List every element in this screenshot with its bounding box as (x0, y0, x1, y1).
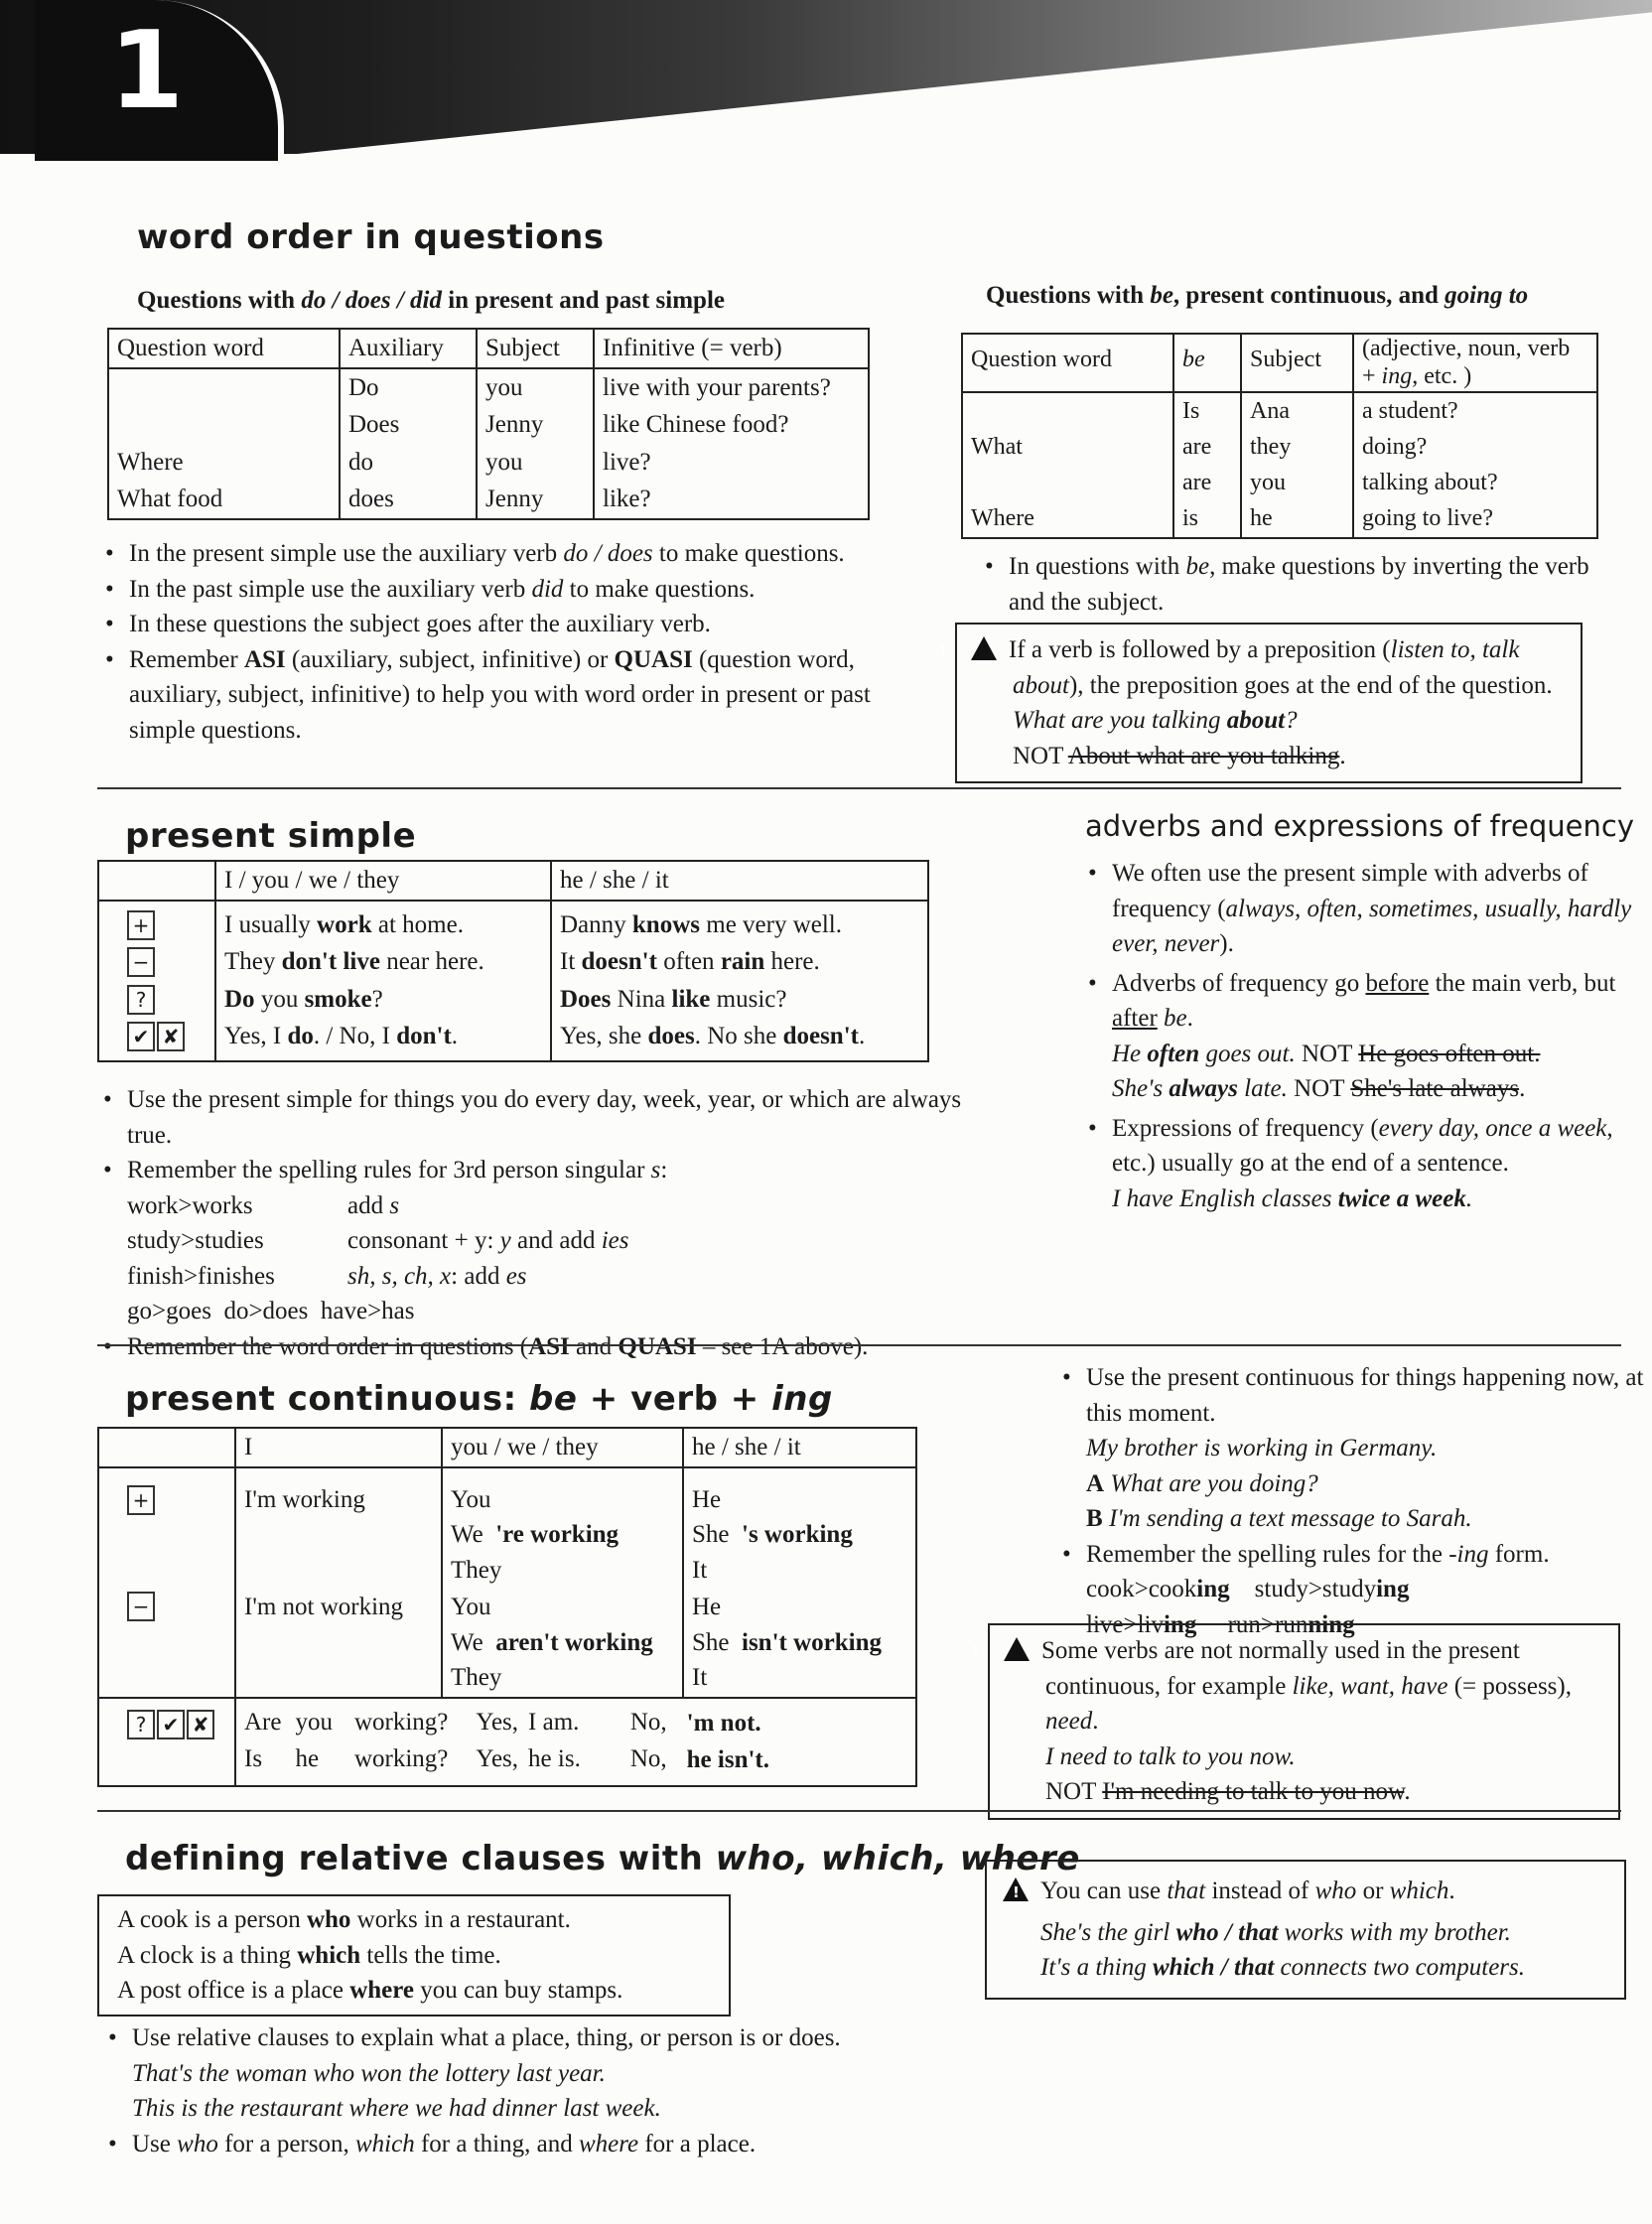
present-continuous-bullets (1058, 1360, 1652, 1642)
table-row: + I'm working You We 're working They He She 's working It (98, 1467, 916, 1590)
list-item: • Remember the word order in questions (ASI and QUASI – see 1A above). (127, 1329, 1001, 1365)
plus-icon: + (127, 1485, 155, 1515)
present-simple-bullets (99, 1082, 1001, 1364)
section-divider (97, 1810, 1621, 1812)
list-item: A post office is a place where you can buy stamps. (117, 1977, 623, 2004)
question-word-order-table (107, 328, 870, 520)
present-continuous-table (97, 1427, 917, 1787)
warning-icon (1004, 1637, 1030, 1661)
list-item: • Remember the spelling rules for 3rd person singular s: work>works add s study>studies consonant + y: y and add ies finish>finishes sh, s, ch, x: add es go>goes do>does have>has (127, 1153, 1001, 1329)
warning-icon (1003, 1877, 1029, 1901)
table-row: are you talking about? (962, 465, 1597, 500)
list-item: A clock is a thing which tells the time. (117, 1941, 501, 1969)
minus-icon: − (127, 947, 155, 977)
section-divider (97, 1344, 1621, 1346)
section-divider (97, 787, 1621, 789)
table-row: ✔ ✘ Yes, I do. / No, I don't. Yes, she does. No she doesn't. (98, 1018, 928, 1061)
col-head: Auxiliary (340, 329, 477, 368)
relative-clauses-examples (97, 1894, 731, 2016)
unit-number: 1 (109, 9, 185, 133)
table-row: Where is he going to live? (962, 500, 1597, 537)
list-item: • In the present simple use the auxiliary verb do / does to make questions. (129, 536, 923, 572)
spelling-rules: work>works add s study>studies consonant + y: y and add ies finish>finishes sh, s, ch, x: add es (127, 1191, 629, 1290)
col-head: Subject (1241, 334, 1353, 392)
col-head: Infinitive (= verb) (594, 329, 869, 368)
minus-icon: − (127, 1592, 155, 1621)
word-order-bullets (101, 536, 923, 748)
check-icon: ✔ (127, 1022, 155, 1051)
left-subheading: Questions with do / does / did in present and past simple (137, 287, 725, 314)
question-icon: ? (127, 985, 155, 1015)
col-head: he / she / it (551, 861, 928, 901)
list-item: • In these questions the subject goes after the auxiliary verb. (129, 607, 923, 642)
be-questions-bullet (981, 549, 1624, 620)
list-item: • Use the present simple for things you do every day, week, year, or which are always true. (127, 1082, 1001, 1153)
table-row: Does Jenny like Chinese food? (108, 406, 869, 444)
right-subheading: Questions with be, present continuous, and going to (986, 282, 1529, 309)
list-item: • Remember the spelling rules for the -ing form. cook>cooking study>studying live>living run>running (1086, 1537, 1652, 1643)
list-item: • Expressions of frequency (every day, once a week, etc.) usually go at the end of a sentence. I have English classes twice a week. (1112, 1111, 1648, 1217)
be-questions-table (961, 333, 1598, 539)
list-item: • Use relative clauses to explain what a place, thing, or person is or does. That's the woman who won the lottery last year. This is the restaurant where we had dinner last week. (132, 2020, 1026, 2127)
col-head: Question word (117, 335, 264, 361)
list-item: • Remember ASI (auxiliary, subject, infinitive) or QUASI (question word, auxiliary, subject, infinitive) to help you with word order in present or past simple questions. (129, 642, 923, 749)
present-simple-table (97, 860, 929, 1062)
list-item: • Adverbs of frequency go before the main verb, but after be. He often goes out. NOT He goes often out. She's always late. NOT She's late always. (1112, 966, 1648, 1107)
cross-icon: ✘ (157, 1022, 185, 1051)
col-head: you / we / they (442, 1428, 683, 1467)
list-item: • In questions with be, make questions by inverting the verb and the subject. (1009, 549, 1624, 620)
that-note: !You can use that instead of who or which. She's the girl who / that works with my brother. It's a thing which / that connects two computers. (985, 1860, 1626, 2000)
list-item: A cook is a person who works in a restaurant. (117, 1906, 571, 1933)
adverbs-subheading: adverbs and expressions of frequency (1085, 809, 1634, 843)
table-row: + I usually work at home. Danny knows me very well. (98, 901, 928, 944)
table-row: What are they doing? (962, 429, 1597, 465)
table-row: Where do you live? (108, 444, 869, 482)
plus-icon: + (127, 910, 155, 940)
question-forms: Are you working? Yes, I am. No, 'm not. Is he working? Yes, he is. No, he isn't. (244, 1708, 769, 1773)
table-row: Do you live with your parents? (108, 368, 869, 407)
section-title-relative-clauses: defining relative clauses with who, which, where (125, 1839, 1080, 1878)
table-row: What food does Jenny like? (108, 481, 869, 519)
table-row (98, 1698, 916, 1786)
preposition-note: !If a verb is followed by a preposition (listen to, talk about), the preposition goes at the end of the question. What are you talking about? NOT About what are you talking. (955, 623, 1583, 783)
col-head: I / you / we / they (215, 861, 551, 901)
warning-icon (971, 636, 997, 660)
check-icon: ✔ (157, 1710, 185, 1739)
table-row: − I'm not working You We aren't working They He She isn't working It (98, 1589, 916, 1698)
question-icon: ? (127, 1710, 155, 1739)
table-row: ? Do you smoke? Does Nina like music? (98, 981, 928, 1019)
col-head: I (235, 1428, 442, 1467)
list-item: • Use the present continuous for things happening now, at this moment. My brother is working in Germany. A What are you doing? B I'm sending a text message to Sarah. (1086, 1360, 1652, 1537)
list-item: • We often use the present simple with adverbs of frequency (always, often, sometimes, usually, hardly ever, never). (1112, 856, 1648, 962)
cross-icon: ✘ (187, 1710, 214, 1739)
col-head: Subject (477, 329, 594, 368)
list-item: • Use who for a person, which for a thing, and where for a place. (132, 2127, 1026, 2162)
stative-verbs-note: !Some verbs are not normally used in the present continuous, for example like, want, have (= possess), need. I need to talk to you now. NOT I'm needing to talk to you now. (988, 1623, 1620, 1820)
list-item: • In the past simple use the auxiliary verb did to make questions. (129, 572, 923, 608)
section-title-word-order: word order in questions (137, 217, 605, 257)
table-row: Is Ana a student? (962, 392, 1597, 429)
relative-clauses-bullets (104, 2020, 1026, 2161)
col-head: be (1173, 334, 1241, 392)
adverbs-bullets (1084, 856, 1648, 1216)
section-title-present-continuous: present continuous: be + verb + ing (125, 1379, 833, 1419)
table-row: − They don't live near here. It doesn't often rain here. (98, 943, 928, 981)
section-title-present-simple: present simple (125, 816, 417, 856)
col-head: (adjective, noun, verb + ing, etc. ) (1353, 334, 1597, 392)
col-head: Question word (971, 347, 1112, 372)
col-head: he / she / it (683, 1428, 916, 1467)
